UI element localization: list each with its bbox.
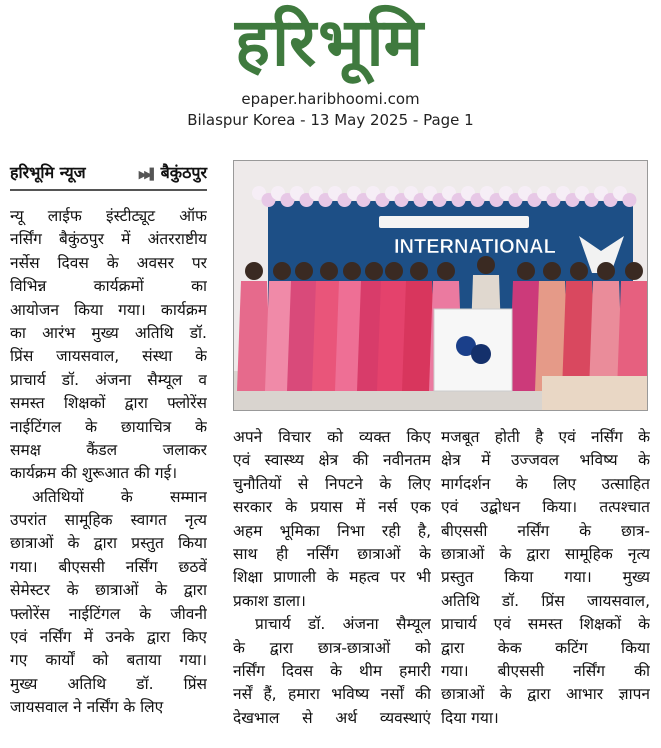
site-url[interactable]: epaper.haribhoomi.com xyxy=(241,90,420,108)
article-line: द्वारा केक कटिंग किया xyxy=(441,638,650,657)
person xyxy=(617,262,648,391)
article-line: प्राचार्य डॉ. अंजना सैम्यूल व xyxy=(10,370,207,389)
banner-text: INTERNATIONAL xyxy=(394,236,556,258)
article-line: देखभाल से अर्थ व्यवस्थाएं xyxy=(233,708,431,727)
article-line: प्रस्तुत किया गया। मुख्य xyxy=(441,568,650,587)
article-line: समक्ष कैंडल जलाकर xyxy=(10,440,207,459)
article-line: अतिथियों के सम्मान xyxy=(32,487,207,506)
article-line: प्रकाश डाला। xyxy=(233,591,306,610)
article-line: शिक्षा प्राणाली के महत्व पर भी xyxy=(233,568,431,587)
article-line: नाईटिंगल के छायाचित्र के xyxy=(10,417,207,436)
byline xyxy=(10,160,207,184)
article-line: उपरांत सामूहिक स्वागत नृत्य xyxy=(10,511,207,530)
event-photo xyxy=(233,160,648,411)
article-line: छात्राओं के द्वारा प्रस्तुत किया xyxy=(10,534,207,553)
article-line: जायसवाल ने नर्सिंग के लिए xyxy=(10,698,164,717)
article-line: एवं उद्बोधन किया। तत्पश्चात xyxy=(441,498,650,517)
article-line: नर्सिंग दिवस के थीम हमारी xyxy=(233,661,431,680)
article-line: मार्गदर्शन के लिए उत्साहित xyxy=(441,474,650,493)
article-line: विभिन्न कार्यक्रमों का xyxy=(10,277,207,296)
byline-divider xyxy=(10,189,207,191)
article-line: दिया गया। xyxy=(441,708,499,727)
article-line: बीएससी नर्सिंग के छात्र- xyxy=(441,521,650,540)
article-line: साथ ही नर्सिंग छात्राओं के xyxy=(233,544,431,563)
article-line: एवं नर्सिंग में उनके द्वारा किए xyxy=(10,628,207,647)
balloon xyxy=(623,193,637,207)
article-line: छात्राओं के द्वारा सामूहिक नृत्य xyxy=(441,544,650,563)
article-line: मुख्य अतिथि डॉ. प्रिंस xyxy=(10,674,207,693)
article-line: के द्वारा छात्र-छात्राओं को xyxy=(233,638,431,657)
article-line: नर्सेस दिवस के अवसर पर xyxy=(10,253,207,272)
article-line: गए कार्यों को बताया गया। xyxy=(10,651,207,670)
article-line: आयोजन किया गया। कार्यक्रम xyxy=(10,300,207,319)
article-column-3 xyxy=(441,426,650,730)
byline-place: बैकुंठपुर xyxy=(160,163,207,182)
byline-source: हरिभूमि न्यूज xyxy=(10,163,86,182)
article-line: न्यू लाईफ इंस्टीट्यूट ऑफ xyxy=(10,207,207,225)
article-line: कार्यक्रम की शुरूआत की गई। xyxy=(10,464,178,483)
article-line: गया। बीएससी नर्सिंग छठवें xyxy=(10,557,207,576)
edition-line: Bilaspur Korea - 13 May 2025 - Page 1 xyxy=(187,111,474,129)
article-line: प्राचार्य डॉ. अंजना सैम्यूल xyxy=(255,615,431,634)
article-line: चुनौतियों से निपटने के लिए xyxy=(233,474,431,493)
article-line: अतिथि डॉ. प्रिंस जायसवाल, xyxy=(441,591,650,610)
article-line: प्रिंस जायसवाल, संस्था के xyxy=(10,347,207,366)
double-arrow-icon: ▶▶▌ xyxy=(138,168,156,181)
article-line: अहम भूमिका निभा रही है, xyxy=(233,521,431,540)
article-line: छात्राओं के द्वारा आभार ज्ञापन xyxy=(441,685,650,704)
article-line: प्राचार्य एवं समस्त शिक्षकों के xyxy=(441,615,650,634)
article-line: समस्त शिक्षकों द्वारा फ्लोरेंस xyxy=(10,394,207,413)
haribhoomi-logo: हरिभूमि xyxy=(234,4,426,81)
article-line: नर्सिंग बैकुंठपुर में अंतरराष्टीय xyxy=(10,230,207,249)
article-column-2 xyxy=(233,426,431,730)
article-line: क्षेत्र में उज्जवल भविष्य के xyxy=(441,451,650,470)
article-line: मजबूत होती है एवं नर्सिंग के xyxy=(441,428,650,446)
event-photo-image xyxy=(234,161,648,411)
article-line: अपने विचार को व्यक्त किए xyxy=(233,428,431,446)
article-line: एवं स्वास्थ्य क्षेत्र की नवीनतम xyxy=(233,451,431,470)
article-line: फ्लोरेंस नाईटिंगल के जीवनी xyxy=(10,604,207,623)
article-line: गया। बीएससी नर्सिंग की xyxy=(441,661,650,680)
byline-place-group xyxy=(139,161,207,183)
article-line: सेमेस्टर के छात्राओं के द्वारा xyxy=(10,581,207,600)
article-line: नर्सें हैं, हमारा भविष्य नर्सों की xyxy=(233,685,431,704)
article-line: का आरंभ मुख्य अतिथि डॉ. xyxy=(10,323,207,342)
article-column-1 xyxy=(10,205,207,720)
article-line: सरकार के प्रयास में नर्स एक xyxy=(233,498,431,517)
